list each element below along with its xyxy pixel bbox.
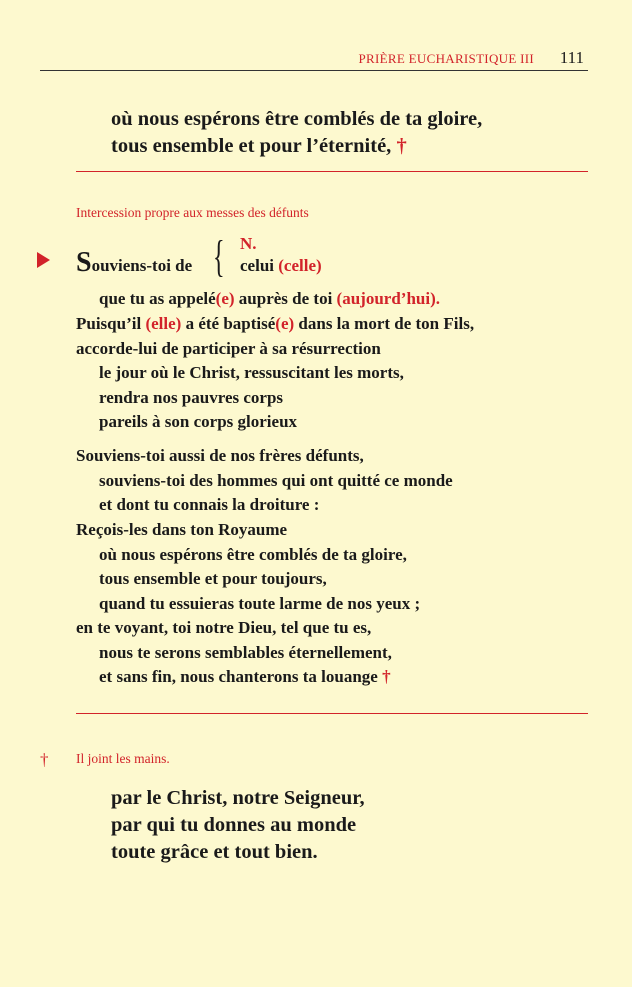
dagger-mark: † xyxy=(396,135,407,157)
drop-initial: S xyxy=(76,247,92,278)
second-line-5: où nous espérons être comblés de ta gloire, xyxy=(99,545,407,564)
final-line-1: par le Christ, notre Seigneur, xyxy=(111,787,365,809)
second-line-4: Reçois-les dans ton Royaume xyxy=(76,520,288,539)
appele-text-2: auprès de toi xyxy=(238,289,333,308)
puisqu-2: (elle) xyxy=(145,314,182,333)
puisqu-3: a été baptisé xyxy=(185,314,276,333)
second-line-9: nous te serons semblables éternellement, xyxy=(99,643,392,662)
red-divider-bottom xyxy=(76,713,588,714)
second-line-10 xyxy=(99,667,391,687)
option-n: N. xyxy=(240,234,257,253)
top-line-1: où nous espérons être comblés de ta gloire, xyxy=(111,108,483,130)
red-divider-top xyxy=(76,171,588,172)
puisqu-5: dans la mort de ton Fils, xyxy=(298,314,475,333)
final-line-3: toute grâce et tout bien. xyxy=(111,841,318,863)
puisqu-1: Puisqu’il xyxy=(76,314,142,333)
dagger-mark-2: † xyxy=(382,667,391,686)
souviens-line-4: le jour où le Christ, ressuscitant les morts, xyxy=(99,363,404,382)
final-line-2: par qui tu donnes au monde xyxy=(111,814,357,836)
running-title: PRIÈRE EUCHARISTIQUE III xyxy=(358,51,534,66)
rubric-dagger: † xyxy=(40,750,49,769)
intercession-heading: Intercession propre aux messes des défunts xyxy=(76,205,309,220)
appele-aujourdhui: (aujourd’hui). xyxy=(336,289,440,308)
play-arrow-icon xyxy=(37,252,50,268)
second-line-8: en te voyant, toi notre Dieu, tel que tu es, xyxy=(76,618,372,637)
second-line-1: Souviens-toi aussi de nos frères défunts, xyxy=(76,446,364,465)
second-line-3: et dont tu connais la droiture : xyxy=(99,495,320,514)
souviens-heading xyxy=(76,247,192,279)
second-line-10-text: et sans fin, nous chanterons ta louange xyxy=(99,667,378,686)
souviens-line-3: accorde-lui de participer à sa résurrection xyxy=(76,339,381,358)
souviens-line-5: rendra nos pauvres corps xyxy=(99,388,284,407)
option-celui xyxy=(240,256,322,276)
puisqu-4: (e) xyxy=(275,314,295,333)
rubric-text: Il joint les mains. xyxy=(76,751,170,766)
line-puisqu xyxy=(76,314,474,334)
top-line-2 xyxy=(111,133,407,160)
option-celle: (celle) xyxy=(278,256,322,275)
option-celui-text: celui xyxy=(240,256,274,275)
second-line-2: souviens-toi des hommes qui ont quitté ce monde xyxy=(99,471,453,490)
line-appele xyxy=(99,289,440,309)
second-line-6: tous ensemble et pour toujours, xyxy=(99,569,327,588)
curly-brace-icon: { xyxy=(213,232,225,281)
page-number: 111 xyxy=(559,48,584,67)
souviens-line-6: pareils à son corps glorieux xyxy=(99,412,298,431)
appele-e: (e) xyxy=(215,289,235,308)
second-line-7: quand tu essuieras toute larme de nos yeux ; xyxy=(99,594,421,613)
souviens-rest: ouviens-toi de xyxy=(91,256,193,275)
top-line-2-text: tous ensemble et pour l’éternité, xyxy=(111,135,392,157)
running-header xyxy=(40,48,588,71)
appele-text: que tu as appelé xyxy=(99,289,216,308)
